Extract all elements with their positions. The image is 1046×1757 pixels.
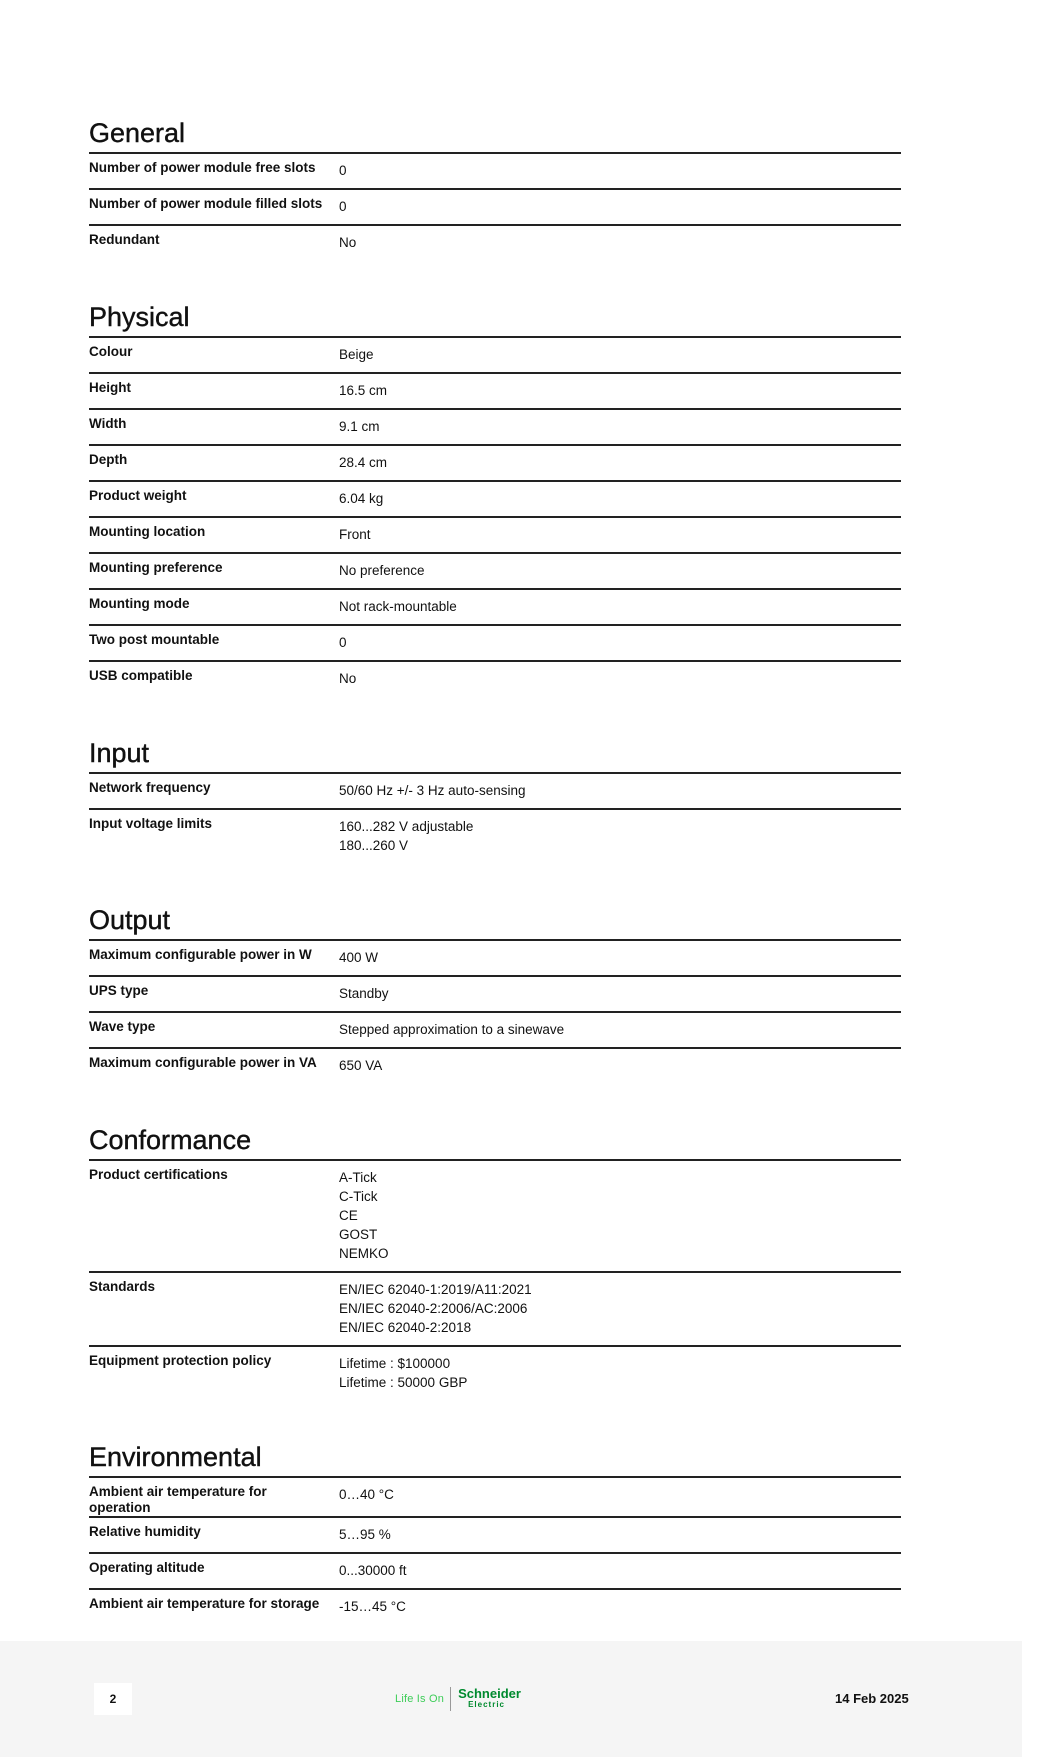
spec-value: 180...260 V (339, 838, 409, 853)
spec-value: No (339, 671, 357, 686)
spec-value: 650 VA (339, 1058, 383, 1073)
spec-value: GOST (339, 1227, 378, 1242)
spec-label: Two post mountable (89, 632, 220, 647)
spec-label: USB compatible (89, 668, 193, 683)
spec-value: EN/IEC 62040-1:2019/A11:2021 (339, 1282, 532, 1297)
page-number: 2 (94, 1683, 132, 1715)
logo-tagline: Life Is On (395, 1693, 445, 1705)
spec-row (89, 808, 901, 863)
spec-row (89, 588, 901, 624)
spec-value: -15…45 °C (339, 1599, 406, 1614)
section-general (89, 112, 901, 260)
spec-label: Relative humidity (89, 1524, 201, 1539)
spec-values (339, 482, 901, 516)
spec-row (89, 408, 901, 444)
section-output (89, 899, 901, 1083)
section-input (89, 732, 901, 863)
spec-row (89, 975, 901, 1011)
spec-values (339, 810, 901, 863)
spec-label: Standards (89, 1279, 156, 1294)
logo-brand-sub: Electric (468, 1700, 505, 1709)
spec-value: Stepped approximation to a sinewave (339, 1022, 565, 1037)
section-title: Physical (89, 302, 190, 332)
spec-row (89, 1159, 901, 1271)
spec-values (339, 154, 901, 188)
spec-label: Mounting location (89, 524, 206, 539)
spec-label: Height (89, 380, 131, 395)
spec-value: 0…40 °C (339, 1487, 394, 1502)
spec-label: Product weight (89, 488, 187, 503)
spec-row (89, 1271, 901, 1345)
spec-content (89, 112, 901, 1660)
spec-value: Lifetime : $100000 (339, 1356, 451, 1371)
spec-row (89, 372, 901, 408)
spec-value: Not rack-mountable (339, 599, 457, 614)
spec-row (89, 1047, 901, 1083)
page-footer (0, 1641, 1022, 1757)
spec-values (339, 554, 901, 588)
spec-row (89, 1345, 901, 1400)
spec-value: 160...282 V adjustable (339, 819, 474, 834)
spec-row (89, 1476, 901, 1516)
spec-label: Ambient air temperature for operation (89, 1484, 267, 1515)
section-conformance (89, 1119, 901, 1400)
spec-values (339, 226, 901, 260)
spec-label: Number of power module filled slots (89, 196, 323, 211)
spec-values (339, 1161, 901, 1271)
spec-value: Lifetime : 50000 GBP (339, 1375, 468, 1390)
spec-values (339, 774, 901, 808)
spec-value: 50/60 Hz +/- 3 Hz auto-sensing (339, 783, 526, 798)
section-title: Output (89, 905, 171, 935)
spec-values (339, 1518, 901, 1552)
spec-row (89, 516, 901, 552)
spec-label: Maximum configurable power in VA (89, 1055, 317, 1070)
spec-value: 16.5 cm (339, 383, 388, 398)
spec-label: Operating altitude (89, 1560, 205, 1575)
section-environmental (89, 1436, 901, 1624)
spec-value: C-Tick (339, 1189, 378, 1204)
spec-row (89, 772, 901, 808)
spec-row (89, 939, 901, 975)
spec-values (339, 410, 901, 444)
spec-label: Colour (89, 344, 133, 359)
spec-value: EN/IEC 62040-2:2018 (339, 1320, 472, 1335)
spec-value: No (339, 235, 357, 250)
spec-label: Width (89, 416, 127, 431)
spec-values (339, 941, 901, 975)
section-title: General (89, 118, 186, 148)
spec-value: EN/IEC 62040-2:2006/AC:2006 (339, 1301, 528, 1316)
spec-value: Beige (339, 347, 374, 362)
spec-value: 28.4 cm (339, 455, 388, 470)
spec-row (89, 1552, 901, 1588)
spec-value: 0 (339, 635, 347, 650)
spec-row (89, 444, 901, 480)
spec-label: UPS type (89, 983, 149, 998)
section-title: Environmental (89, 1442, 262, 1472)
logo-divider (450, 1687, 451, 1711)
spec-value: 6.04 kg (339, 491, 384, 506)
spec-value: CE (339, 1208, 358, 1223)
spec-values (339, 1273, 901, 1345)
section-title: Input (89, 738, 150, 768)
spec-label: Wave type (89, 1019, 156, 1034)
spec-label: Ambient air temperature for storage (89, 1596, 320, 1611)
spec-values (339, 1013, 901, 1047)
spec-value: 0 (339, 163, 347, 178)
spec-value: NEMKO (339, 1246, 389, 1261)
spec-values (339, 374, 901, 408)
spec-label: Equipment protection policy (89, 1353, 272, 1368)
spec-values (339, 338, 901, 372)
spec-values (339, 1049, 901, 1083)
spec-values (339, 1554, 901, 1588)
spec-label: Maximum configurable power in W (89, 947, 312, 962)
spec-value: 0 (339, 199, 347, 214)
spec-value: A-Tick (339, 1170, 377, 1185)
spec-value: 9.1 cm (339, 419, 380, 434)
spec-label: Network frequency (89, 780, 211, 795)
spec-label: Redundant (89, 232, 160, 247)
spec-label: Product certifications (89, 1167, 228, 1182)
spec-values (339, 626, 901, 660)
spec-value: 400 W (339, 950, 379, 965)
spec-value: Standby (339, 986, 389, 1001)
spec-label: Depth (89, 452, 128, 467)
spec-row (89, 1011, 901, 1047)
spec-values (339, 518, 901, 552)
spec-values (339, 446, 901, 480)
spec-label: Number of power module free slots (89, 160, 316, 175)
spec-row (89, 660, 901, 696)
spec-label: Input voltage limits (89, 816, 213, 831)
logo-brand (458, 1688, 521, 1710)
spec-row (89, 552, 901, 588)
spec-values (339, 1478, 901, 1516)
spec-value: No preference (339, 563, 425, 578)
section-title: Conformance (89, 1125, 252, 1155)
spec-values (339, 590, 901, 624)
logo-brand-name: Schneider (458, 1686, 521, 1701)
spec-row (89, 1516, 901, 1552)
spec-values (339, 1590, 901, 1624)
spec-value: 0...30000 ft (339, 1563, 407, 1578)
spec-values (339, 1347, 901, 1400)
spec-row (89, 480, 901, 516)
spec-values (339, 662, 901, 696)
spec-row (89, 1588, 901, 1624)
spec-row (89, 336, 901, 372)
spec-value: Front (339, 527, 371, 542)
spec-label: Mounting preference (89, 560, 223, 575)
section-physical (89, 296, 901, 696)
spec-values (339, 977, 901, 1011)
spec-row (89, 224, 901, 260)
schneider-logo (395, 1686, 521, 1712)
spec-row (89, 188, 901, 224)
spec-row (89, 152, 901, 188)
document-date: 14 Feb 2025 (835, 1691, 909, 1706)
spec-label: Mounting mode (89, 596, 190, 611)
spec-values (339, 190, 901, 224)
spec-row (89, 624, 901, 660)
spec-value: 5…95 % (339, 1527, 391, 1542)
